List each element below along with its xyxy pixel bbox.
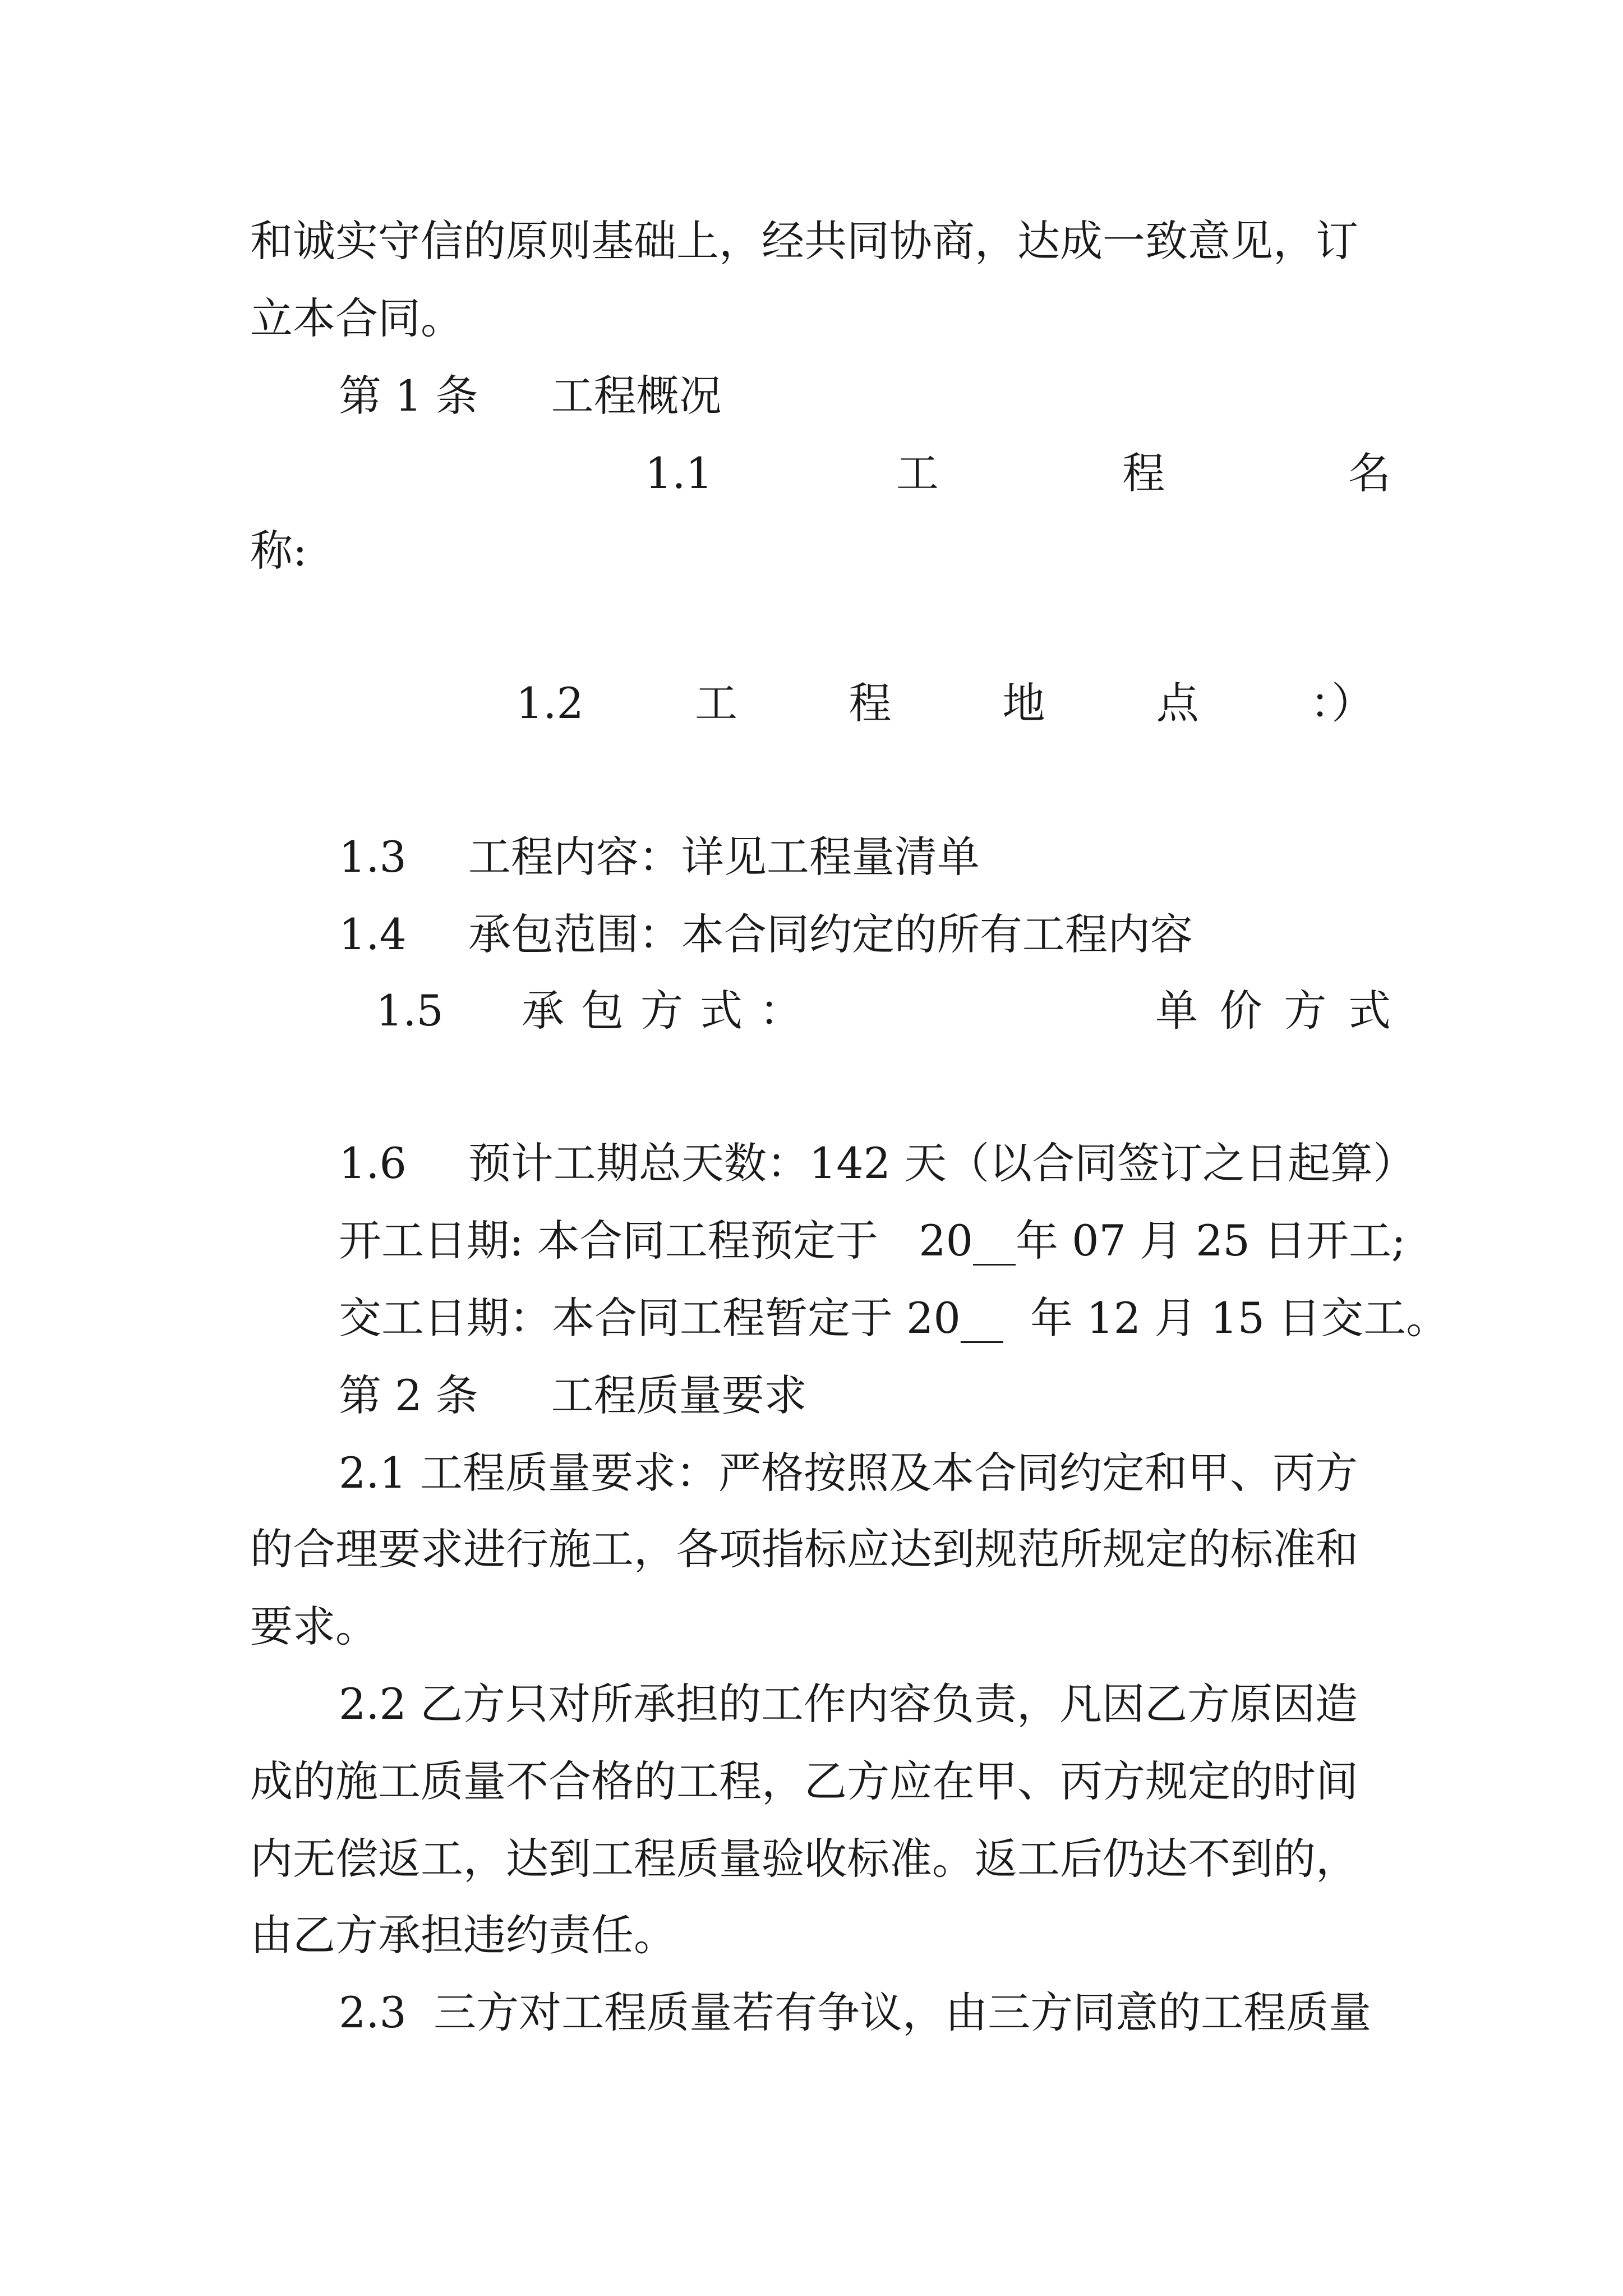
start-date-line: 开工日期: 本合同工程预定于 20__年 07 月 25 日开工;	[339, 1216, 1406, 1266]
section-1-5-value-char: 单	[1155, 986, 1198, 1036]
section-1-2-number: 1.2	[516, 678, 584, 728]
section-1-5-value-char: 方	[1284, 986, 1327, 1036]
section-1-2-char: 程	[849, 678, 892, 728]
section-1-6-line	[339, 1138, 1416, 1188]
section-2-2-line-3: 内无偿返工，达到工程质量验收标准。返工后仍达不到的，	[250, 1834, 1358, 1884]
article-2-number: 第 2 条	[339, 1370, 478, 1420]
section-1-5-value-char: 价	[1219, 986, 1262, 1036]
section-1-4-text: 承包范围：本合同约定的所有工程内容	[468, 909, 1193, 959]
section-1-6-number: 1.6	[339, 1138, 407, 1188]
section-1-4-number: 1.4	[339, 909, 407, 959]
section-2-1-line-3: 要求。	[250, 1602, 378, 1651]
article-1-title: 工程概况	[551, 371, 722, 421]
section-1-2-char: 点	[1156, 678, 1199, 728]
section-1-5-number: 1.5	[376, 986, 444, 1036]
section-1-5-label-char: 式	[700, 986, 743, 1036]
section-1-1-tail: 称:	[250, 526, 307, 576]
section-2-2-line-4: 由乙方承担违约责任。	[250, 1910, 676, 1960]
section-1-1-char: 程	[1122, 448, 1165, 498]
section-1-5-value	[1155, 986, 1391, 1036]
section-1-3-line	[339, 832, 980, 882]
article-1-number: 第 1 条	[339, 371, 478, 421]
section-1-1-char: 工	[896, 448, 939, 498]
section-2-2-line-2: 成的施工质量不合格的工程，乙方应在甲、丙方规定的时间	[250, 1756, 1358, 1806]
section-1-5-label-char: 包	[581, 986, 624, 1036]
article-2-heading	[339, 1370, 807, 1420]
section-1-2-char: 工	[695, 678, 738, 728]
section-2-3-line-1: 2.3 三方对工程质量若有争议，由三方同意的工程质量	[339, 1987, 1372, 2037]
section-1-2-char: 地	[1002, 678, 1045, 728]
section-1-2-line	[516, 678, 1374, 728]
section-2-2-line-1: 2.2 乙方只对所承担的工作内容负责，凡因乙方原因造	[339, 1679, 1358, 1729]
section-1-3-text: 工程内容：详见工程量清单	[468, 832, 980, 882]
section-1-6-text: 预计工期总天数：142 天（以合同签订之日起算）	[468, 1138, 1416, 1188]
section-1-5-label-char: ：	[759, 986, 802, 1036]
intro-line-1: 和诚实守信的原则基础上，经共同协商，达成一致意见，订	[250, 216, 1358, 266]
section-2-1-line-1: 2.1 工程质量要求：严格按照及本合同约定和甲、丙方	[339, 1448, 1358, 1498]
section-1-2-char: ：）	[1310, 678, 1374, 728]
section-2-1-line-2: 的合理要求进行施工，各项指标应达到规范所规定的标准和	[250, 1524, 1358, 1574]
section-1-5-value-char: 式	[1348, 986, 1391, 1036]
section-1-4-line	[339, 909, 1193, 959]
section-1-5-label-char: 承	[522, 986, 564, 1036]
section-1-1-number: 1.1	[645, 448, 713, 498]
article-2-title: 工程质量要求	[551, 1370, 807, 1420]
article-1-heading	[339, 371, 722, 421]
section-1-5-label	[522, 986, 802, 1036]
section-1-1-line	[645, 448, 1391, 498]
section-1-5-label-char: 方	[640, 986, 683, 1036]
intro-line-2: 立本合同。	[250, 293, 463, 343]
end-date-line: 交工日期：本合同工程暂定于 20__ 年 12 月 15 日交工。	[339, 1293, 1449, 1343]
section-1-3-number: 1.3	[339, 832, 407, 882]
section-1-1-char: 名	[1348, 448, 1391, 498]
